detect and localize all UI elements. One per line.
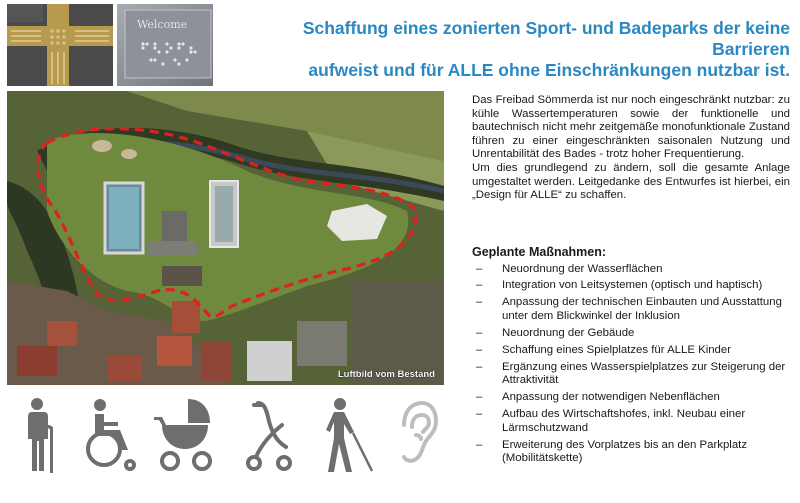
title-line-1: Schaffung eines zonierten Sport- und Badeparks der keine Barrieren (302, 18, 790, 59)
accessibility-icons (14, 397, 444, 477)
buggy-icon (244, 397, 296, 473)
braille-sign-text: Welcome (137, 18, 188, 31)
list-item: – Erweiterung des Vorplatzes bis an den Parkplatz (Mobilitätskette) (476, 438, 748, 465)
measures-heading: Geplante Maßnahmen: (472, 245, 607, 259)
aerial-photo (7, 91, 444, 385)
tactile-paving-photo (7, 4, 113, 86)
list-item: – Ergänzung eines Wasserspielplatzes zur Steigerung der Attraktivität (476, 360, 786, 387)
aerial-caption: Luftbild vom Bestand (337, 369, 435, 380)
blind-person-cane-icon (320, 397, 376, 473)
planned-measures (472, 246, 792, 469)
list-item: – Neuordnung der Gebäude (476, 326, 635, 339)
braille-sign-photo (117, 4, 213, 86)
description-paragraph-2: Um dies grundlegend zu ändern, soll die gesamte Anlage umgestaltet werden. Leitgedanke des Entwurfes ist hierbei, ein „Design für ALLE“ zu schaffen. (472, 161, 790, 202)
list-item: – Aufbau des Wirtschaftshofes, inkl. Neubau einer Lärmschutzwand (476, 408, 746, 434)
list-item: – Anpassung der technischen Einbauten und Ausstattung unter dem Blickwinkel der Inklusion (476, 296, 782, 322)
list-item: – Schaffung eines Spielplatzes für ALLE Kinder (476, 343, 732, 356)
list-item: – Anpassung der notwendigen Nebenflächen (476, 391, 720, 404)
baby-stroller-icon (154, 397, 224, 473)
description (472, 94, 790, 203)
elderly-person-icon (14, 397, 64, 473)
page-title (230, 18, 790, 81)
description-paragraph-1: Das Freibad Sömmerda ist nur noch eingeschränkt nutzbar: zu kühle Wassertemperaturen sowie der funktionelle und bautechnisch nicht mehr zeitgemäße monofunktionale Zustand führen zu einer eingeschränkten saisonalen Nutzung und Unrentabilität des Bades - trotz hoher Frequentierung. (472, 94, 790, 161)
ear-icon (394, 397, 438, 473)
wheelchair-icon (82, 397, 140, 473)
title-line-2: aufweist und für ALLE ohne Einschränkungen nutzbar ist. (308, 60, 790, 80)
list-item: – Integration von Leitsystemen (optisch und haptisch) (476, 279, 763, 292)
measures-list (472, 263, 792, 466)
list-item: – Neuordnung der Wasserflächen (476, 262, 663, 275)
